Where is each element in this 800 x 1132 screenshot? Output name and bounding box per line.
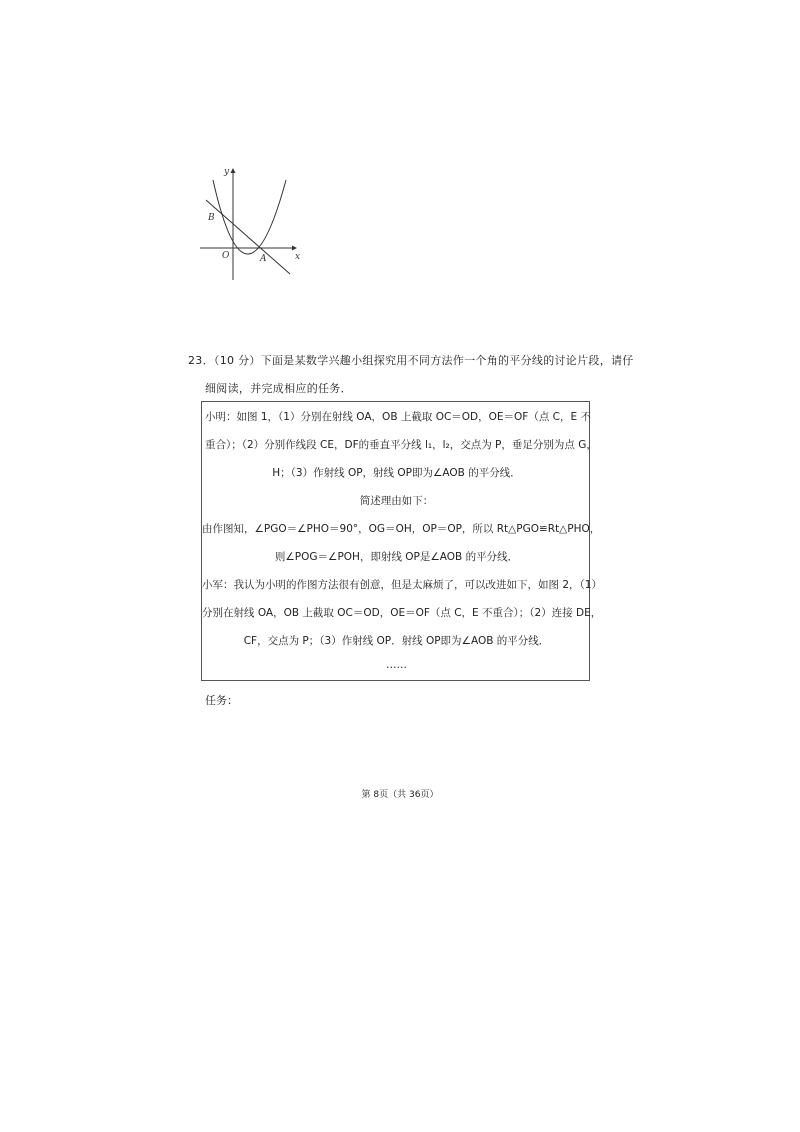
box-line-7: 小军：我认为小明的作图方法很有创意，但是太麻烦了，可以改进如下，如图 2，（1）: [202, 579, 602, 591]
line-ab: [206, 200, 290, 274]
box-line-2: 重合）；（2）分别作线段 CE，DF的垂直平分线 l₁，l₂，交点为 P，垂足分别为点 G，: [205, 439, 597, 451]
box-line-8: 分别在射线 OA，OB 上截取 OC＝OD，OE＝OF（点 C，E 不重合）；（2）连接 DE，: [202, 607, 602, 619]
box-line-4: 简述理由如下：: [359, 495, 434, 507]
question-line-2: 细阅读，并完成相应的任务．: [205, 382, 352, 395]
discussion-box: [201, 401, 602, 681]
point-a-label: A: [260, 254, 267, 264]
task-label: 任务：: [205, 694, 238, 707]
y-axis-arrow: [231, 168, 236, 173]
box-line-6: 则∠POG＝∠POH，即射线 OP是∠AOB 的平分线．: [274, 551, 519, 563]
box-line-3: H；（3）作射线 OP，射线 OP即为∠AOB 的平分线．: [272, 467, 521, 479]
box-line-1: 小明：如图 1，（1）分别在射线 OA，OB 上截取 OC＝OD，OE＝OF（点 C，E 不: [205, 411, 591, 423]
box-line-5: 由作图知，∠PGO＝∠PHO＝90°，OG＝OH，OP＝OP，所以 Rt△PGO≌Rt△PHO，: [202, 523, 601, 535]
parabola-curve: [213, 180, 286, 254]
question-line-1: 23．（10 分）下面是某数学兴趣小组探究用不同方法作一个角的平分线的讨论片段，请仔: [188, 354, 634, 367]
box-line-10: ……: [386, 659, 407, 671]
parabola-graph: [196, 160, 308, 282]
y-axis-label: y: [224, 167, 230, 177]
x-axis-label: x: [295, 252, 301, 262]
origin-label: O: [222, 251, 230, 261]
box-line-9: CF，交点为 P；（3）作射线 OP．射线 OP即为∠AOB 的平分线．: [243, 635, 550, 647]
page-footer: 第 8页（共 36页）: [361, 790, 439, 800]
point-b-label: B: [208, 213, 215, 223]
x-axis-arrow: [292, 246, 297, 251]
